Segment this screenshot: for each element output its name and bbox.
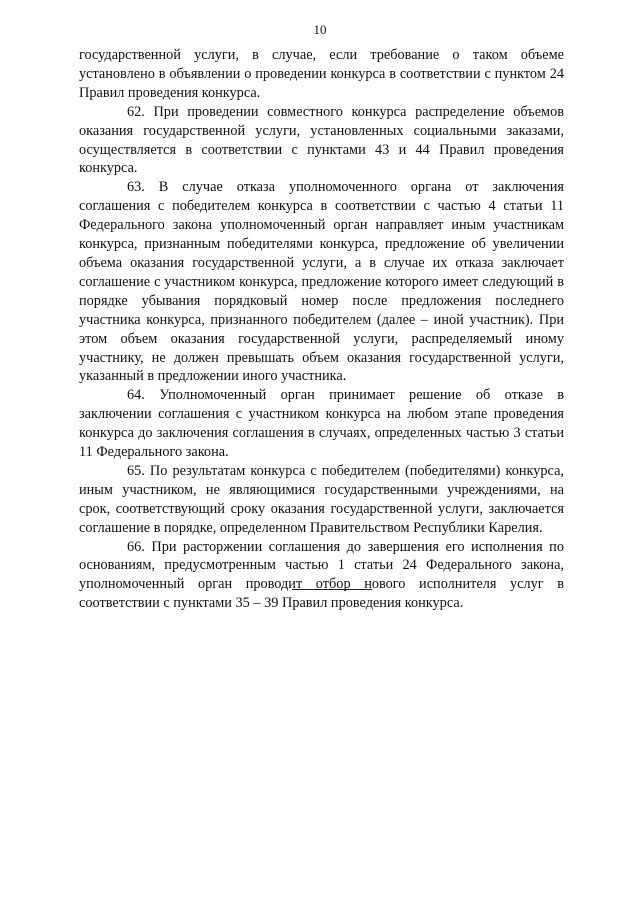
page-number: 10	[313, 22, 327, 37]
paragraph-65: 65. По результатам конкурса с победителем (победителями) конкурса, иным участником, не являющимися государственными учреждениями, на срок, соответствующий сроку оказания государственной услуги, заключается соглашение в порядке, определенном Правительством Республики Карелия.	[79, 462, 564, 536]
document-body	[79, 46, 564, 613]
end-of-document-divider	[292, 589, 372, 590]
paragraph-63: 63. В случае отказа уполномоченного органа от заключения соглашения с победителем конкурса в соответствии с частью 4 статьи 11 Федерального закона уполномоченный орган направляет иным участникам конкурса, признанным победителями конкурса, предложение об увеличении объема оказания государственной услуги, а в случае их отказа заключает соглашение с участником конкурса, предложение которого имеет следующий в порядке убывания порядковый номер после предложения последнего участника конкурса, признанного победителем (далее – иной участник). При этом объем оказания государственной услуги, распределяемый иному участнику, не должен превышать объем оказания государственной услуги, указанный в предложении иного участника.	[79, 179, 564, 385]
paragraph-continuation: государственной услуги, в случае, если требование о таком объеме установлено в объявлении о проведении конкурса в соответствии с пунктом 24 Правил проведения конкурса.	[79, 47, 564, 101]
paragraph-64: 64. Уполномоченный орган принимает решение об отказе в заключении соглашения с участником конкурса на любом этапе проведения конкурса до заключения соглашения в случаях, определенных частью 3 статьи 11 Федерального закона.	[79, 387, 564, 461]
paragraph-66: 66. При расторжении соглашения до завершения его исполнения по основаниям, предусмотренным частью 1 статьи 24 Федерального закона, уполномоченный орган проводит отбор нового исполнителя услуг в соответствии с пунктами 35 – 39 Правил проведения конкурса.	[79, 538, 564, 612]
paragraph-62: 62. При проведении совместного конкурса распределение объемов оказания государственной услуги, установленных социальными заказами, осуществляется в соответствии с пунктами 43 и 44 Правил проведения конкурса.	[79, 103, 564, 177]
